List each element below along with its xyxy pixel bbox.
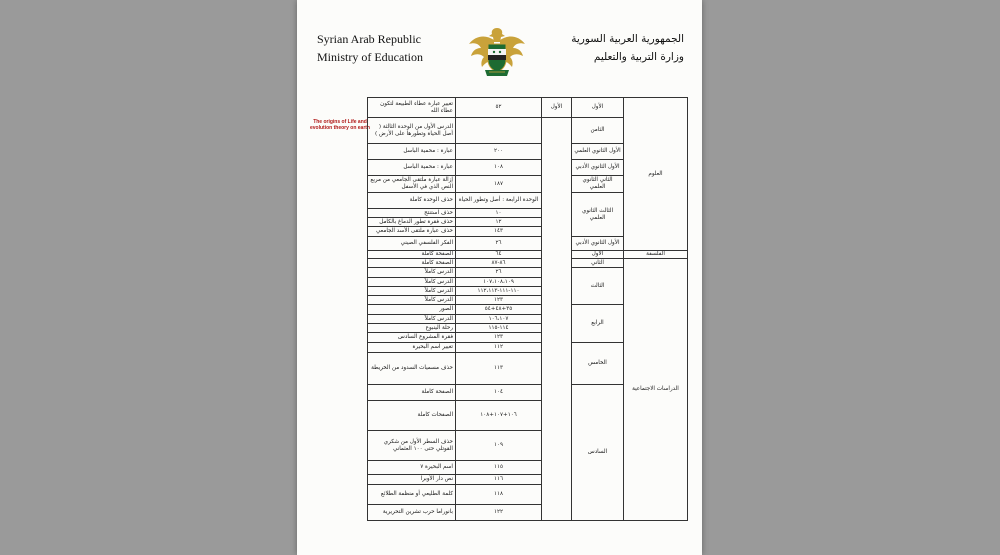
page-cell: ٢٠٠ <box>456 144 542 160</box>
header-english <box>317 30 423 66</box>
page-cell: ١٨٧ <box>456 176 542 193</box>
republic-name-en: Syrian Arab Republic <box>317 32 421 46</box>
table-row <box>368 259 688 268</box>
document-page <box>297 0 702 555</box>
page-cell: ١٢٢ <box>456 505 542 521</box>
page-cell: ٢٦ <box>456 237 542 251</box>
grade-cell: الأول الثانوي الأدبي <box>572 160 624 176</box>
page-cell: ١١٤-١١٥ <box>456 324 542 333</box>
change-cell: عبارة : محمية الباسل <box>368 144 456 160</box>
change-cell: الدرس كاملاً <box>368 296 456 305</box>
change-cell: فقرة المشروع السادس <box>368 333 456 343</box>
page-cell: ١٢ <box>456 218 542 227</box>
change-cell: الدرس كاملاً <box>368 315 456 324</box>
grade-cell: الثالث <box>572 268 624 305</box>
grade-cell: الثاني <box>572 259 624 268</box>
change-cell: الدرس الأول من الوحدة الثالثة ( أصل الحياة وتطورها على الأرض ) <box>368 118 456 144</box>
change-cell: نص دار الأوبرا <box>368 475 456 485</box>
grade-cell: الرابع <box>572 305 624 343</box>
subject-cell-social: الدراسات الاجتماعية <box>624 259 688 521</box>
page-cell: الوحدة الرابعة : أصل وتطور الحياة <box>456 193 542 209</box>
change-cell: حذف السطر الأول من شكري القوتلي حتى ١٠٠ العثماني <box>368 431 456 461</box>
page-cell: ٦٤ <box>456 251 542 259</box>
change-cell: تغيير عبارة عطاء الطبيعة لتكون عطاء الله <box>368 98 456 118</box>
grade-cell: الثاني الثانوي العلمي <box>572 176 624 193</box>
page-cell: ١٤٣ <box>456 227 542 237</box>
page-cell: ١١٠-١١١-١١٢،١١٣ <box>456 287 542 296</box>
change-cell: تغيير اسم البحيرة <box>368 343 456 353</box>
change-cell: الصور <box>368 305 456 315</box>
change-cell: كلمة الطليعي أو منظمة الطلائع <box>368 485 456 505</box>
page-cell: ١٠ <box>456 209 542 218</box>
page-cell: ١٢٣ <box>456 333 542 343</box>
page-cell: ٢٦ <box>456 268 542 278</box>
page-cell: ١٠٦،١٠٧ <box>456 315 542 324</box>
grade-cell: الخامس <box>572 343 624 385</box>
change-cell: الدرس كاملاً <box>368 278 456 287</box>
grade-cell: السادس <box>572 385 624 521</box>
page-cell: ١٠٦+١٠٧+١٠٨ <box>456 401 542 431</box>
ministry-name-en: Ministry of Education <box>317 50 423 64</box>
page-cell: ١١٣ <box>456 353 542 385</box>
table-row <box>368 251 688 259</box>
grade-cell: الأول الثانوي العلمي <box>572 144 624 160</box>
change-cell: إزالة عبارة ملتقى الجامعي من مربع النص الذي في الأسفل <box>368 176 456 193</box>
change-cell: حذف استنتج <box>368 209 456 218</box>
subject-cell-philosophy: الفلسفة <box>624 251 688 259</box>
page-cell <box>456 118 542 144</box>
syrian-eagle-emblem-icon <box>467 20 527 82</box>
change-cell: الفكر الفلسفي الصيني <box>368 237 456 251</box>
term-cell-blank <box>542 118 572 521</box>
change-cell: الصفحات كاملة <box>368 401 456 431</box>
change-cell: بانوراما حرب تشرين التحريرية <box>368 505 456 521</box>
ministry-name-ar: وزارة التربية والتعليم <box>593 51 684 63</box>
change-cell: اسم البحيرة ٧ <box>368 461 456 475</box>
republic-name-ar: الجمهورية العربية السورية <box>571 33 684 45</box>
page-cell: ٣٥+٤٨+٥٤ <box>456 305 542 315</box>
change-cell: الصفحة كاملة <box>368 251 456 259</box>
grade-cell: الأول <box>572 98 624 118</box>
term-cell: الأول <box>542 98 572 118</box>
page-cell: ١١٦ <box>456 475 542 485</box>
change-cell: عبارة : محمية الباسل <box>368 160 456 176</box>
grade-cell: الثالث الثانوي العلمي <box>572 193 624 237</box>
change-cell: رحلة الينبوع <box>368 324 456 333</box>
change-cell: الصفحة كاملة <box>368 385 456 401</box>
page-cell: ١٢٣ <box>456 296 542 305</box>
change-cell: الصفحة كاملة <box>368 259 456 268</box>
page-cell: ١٠٤ <box>456 385 542 401</box>
page-cell: ٨٦-٨٧ <box>456 259 542 268</box>
change-cell: حذف الوحدة كاملة <box>368 193 456 209</box>
grade-cell: الثامن <box>572 118 624 144</box>
change-cell: الدرس كاملاً <box>368 268 456 278</box>
margin-annotation: The origins of Life and evolution theory on earth <box>309 119 370 131</box>
page-cell: ١٠٩ <box>456 431 542 461</box>
change-cell: حذف فقرة تطور الدماغ بالكامل <box>368 218 456 227</box>
page-cell: ١١٨ <box>456 485 542 505</box>
page-cell: ١٠٨ <box>456 160 542 176</box>
grade-cell: الأول <box>572 251 624 259</box>
grade-cell: الأول الثانوي الأدبي <box>572 237 624 251</box>
subject-cell-science: العلوم <box>624 98 688 251</box>
page-cell: ١٠٧،١٠٨،١٠٩ <box>456 278 542 287</box>
table-row <box>368 98 688 118</box>
change-cell: حذف عبارة ملتقى الأسد الجامعي <box>368 227 456 237</box>
page-cell: ١١٥ <box>456 461 542 475</box>
curriculum-changes-table <box>367 97 688 521</box>
page-cell: ٥٢ <box>456 98 542 118</box>
page-cell: ١١٢ <box>456 343 542 353</box>
change-cell: حذف مسميات السدود من الخريطة <box>368 353 456 385</box>
header-arabic <box>571 30 684 66</box>
change-cell: الدرس كاملاً <box>368 287 456 296</box>
